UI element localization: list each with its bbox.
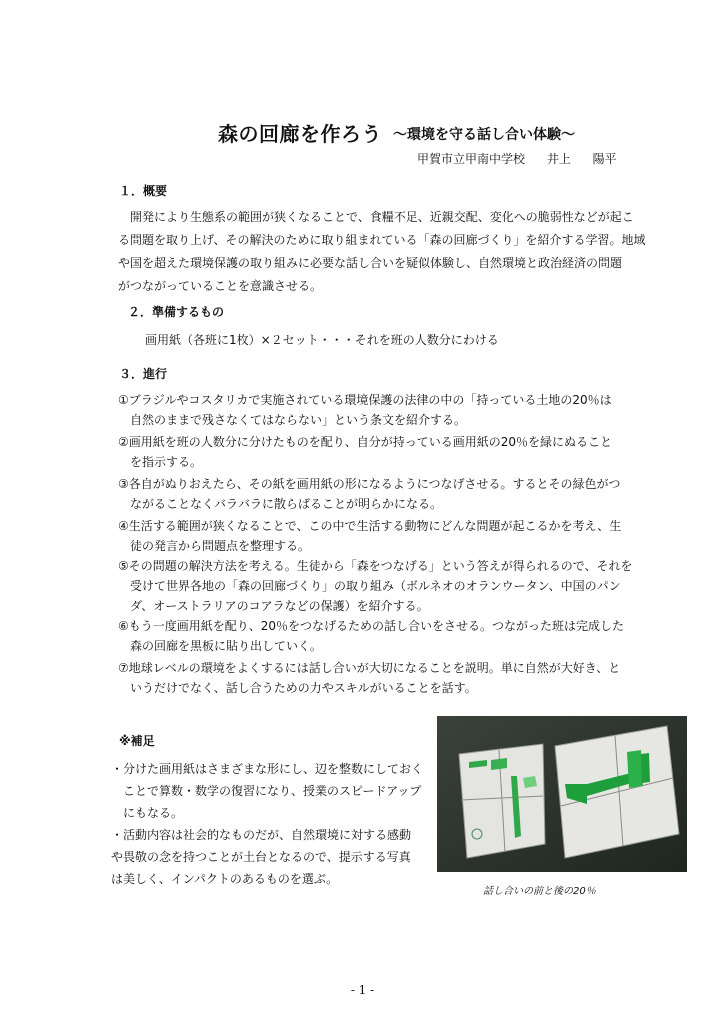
classroom-photo xyxy=(437,716,687,872)
item-line: ながることなくバラバラに散らばることが明らかになる。 xyxy=(118,497,443,511)
progress-item-7 xyxy=(118,658,638,698)
item-line: ⑦地球レベルの環境をよくするには話し合いが大切になることを説明。単に自然が大好き、と xyxy=(118,661,621,675)
school-name: 甲賀市立甲南中学校 xyxy=(417,152,526,166)
photo-illustration xyxy=(437,716,687,872)
progress-item-1 xyxy=(118,390,638,430)
overview-paragraph xyxy=(118,206,646,298)
item-line: ②画用紙を班の人数分に分けたものを配り、自分が持っている画用紙の20％を緑にぬること xyxy=(118,435,613,449)
supplement-line: ・活動内容は社会的なものだが、自然環境に対する感動 xyxy=(111,828,412,842)
supplement-line: ことで算数・数学の復習になり、授業のスピードアップ xyxy=(111,784,422,798)
photo-caption: 話し合いの前と後の20％ xyxy=(483,886,596,897)
supplement-line: にもなる。 xyxy=(111,806,184,820)
item-line: ③各自がぬりおえたら、その紙を画用紙の形になるようにつなげさせる。するとその緑色がつ xyxy=(118,477,621,491)
materials-text: 画用紙（各班に1枚）×２セット・・・それを班の人数分にわける xyxy=(145,333,499,347)
materials-heading: ２．準備するもの xyxy=(128,305,225,319)
page-subtitle: ～環境を守る話し合い体験～ xyxy=(393,127,575,143)
page-number: - 1 - xyxy=(350,983,375,997)
supplement-line: や畏敬の念を持つことが土台となるので、提示する写真 xyxy=(111,850,411,864)
progress-item-5 xyxy=(118,556,638,616)
progress-item-6 xyxy=(118,616,638,656)
item-line: ⑤その問題の解決方法を考える。生徒から「森をつなげる」という答えが得られるので、それを xyxy=(118,559,633,573)
overview-line: る問題を取り上げ、その解決のために取り組まれている「森の回廊づくり」を紹介する学習。地域 xyxy=(118,233,646,247)
supplement-line: ・分けた画用紙はさまざまな形にし、辺を整数にしておく xyxy=(111,762,424,776)
item-line: ダ、オーストラリアのコアラなどの保護）を紹介する。 xyxy=(118,599,429,613)
item-line: 自然のままで残さなくてはならない」という条文を紹介する。 xyxy=(118,413,467,427)
item-line: ④生活する範囲が狭くなることで、この中で生活する動物にどんな問題が起こるかを考え、生 xyxy=(118,519,622,533)
overview-line: 開発により生態系の範囲が狭くなることで、食糧不足、近親交配、変化への脆弱性などが起こ xyxy=(130,210,634,224)
overview-line: がつながっていることを意識させる。 xyxy=(118,279,323,293)
progress-heading: ３．進行 xyxy=(119,367,168,381)
item-line: 森の回廊を黒板に貼り出していく。 xyxy=(118,639,322,653)
item-line: いうだけでなく、話し合うための力やスキルがいることを話す。 xyxy=(118,681,477,695)
item-line: ⑥もう一度画用紙を配り、20％をつなげるための話し合いをさせる。つながった班は完成した xyxy=(118,619,625,633)
title-row xyxy=(0,118,725,148)
item-line: ①ブラジルやコスタリカで実施されている環境保護の法律の中の「持っている土地の20％は xyxy=(118,393,612,407)
progress-item-3 xyxy=(118,474,638,514)
supplement-heading: ※補足 xyxy=(119,734,155,748)
progress-item-4 xyxy=(118,516,638,556)
item-line: を指示する。 xyxy=(118,455,203,469)
item-line: 受けて世界各地の「森の回廊づくり」の取り組み（ボルネオのオランウータン、中国のパン xyxy=(118,579,621,593)
author-name: 井上 陽平 xyxy=(546,152,617,166)
page-title: 森の回廊を作ろう xyxy=(218,122,382,146)
supplement-paragraph xyxy=(111,758,423,890)
overview-line: や国を超えた環境保護の取り組みに必要な話し合いを疑似体験し、自然環境と政治経済の問題 xyxy=(118,256,623,270)
supplement-line: は美しく、インパクトのあるものを選ぶ。 xyxy=(111,872,339,886)
item-line: 徒の発言から問題点を整理する。 xyxy=(118,539,311,553)
author-line xyxy=(417,150,617,167)
overview-heading: １．概要 xyxy=(119,184,168,198)
progress-item-2 xyxy=(118,432,638,472)
